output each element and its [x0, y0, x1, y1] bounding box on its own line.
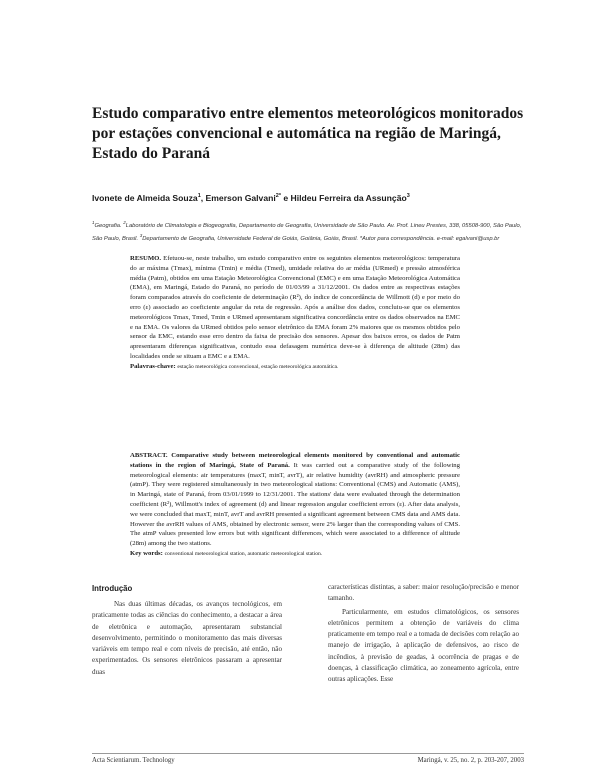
author-affiliation-mark: 1	[197, 193, 201, 200]
author-name: Emerson Galvani	[205, 193, 276, 203]
affiliation-text: Laboratório de Climatologia e Biogeografia, Departamento de Geografia, Universidade de São Paulo. Av. Prof. Lineu Prestes, 338, 05508-900, São Paulo, São Paulo, Brasil.	[92, 222, 522, 242]
abstract-text: It was carried out a comparative study of the following meteorological elements: air temperatures (maxT, minT, avrT), air relative humidity (avrRH) and atmospheric pressure (atmP). They were registered simultaneously in two meteorological stations: Conventional (CMS) and Automatic (AMS), in Maringá, state of Paraná, from 03/01/1999 to 12/31/2001. The stations' data were evaluated through the determination coefficient (R²), Willmott's index of agreement (d) and linear regression angular coefficient errors (ε). After data analysis, we were concluded that maxT, minT, avrT and avrRH presented a significant agreement between CMS data and AMS data. However the avrRH values of AMS, obtained by electronic sensor, were 2% larger than the corresponding values of CMS. The atmP values presented low errors but with significant differences, which were associated to a difference of altitude (28m) among the two stations.	[130, 461, 460, 548]
keywords-text: conventional meteorological station, automatic meteorological station.	[164, 550, 323, 557]
abstract-block	[130, 451, 460, 560]
paragraph: características distintas, a saber: maior resolução/precisão e menor tamanho.	[328, 583, 519, 603]
author-list: Ivonete de Almeida Souza$^1$, Emerson Galvani$^{2*}$ e Hildeu Ferreira da Assunção$^3$	[92, 193, 410, 203]
affiliation-mark: 1	[92, 220, 95, 225]
resumo-keywords	[130, 362, 460, 373]
keywords-label: Palavras-chave:	[130, 362, 176, 370]
affiliation-text: Departamento de Geografia, Universidade Federal de Goiás, Goiânia, Goiás, Brasil. *Autor para correspondência. e-mail: egalvani@usp.br	[142, 235, 500, 242]
affiliation-text: Geografia.	[94, 222, 124, 229]
resumo-block	[130, 254, 460, 373]
affiliation-mark: 3	[139, 232, 143, 238]
abstract-label: ABSTRACT. Comparative study between meteorological elements monitored by conventional and automatic stations in the region of Maringá, State of Paraná.	[130, 452, 460, 469]
author-affiliation-mark: 2*	[275, 193, 281, 200]
author-affiliation-mark: 3	[406, 193, 410, 200]
citation: Maringá, v. 25, no. 2, p. 203-207, 2003	[417, 757, 524, 764]
author-name: Ivonete de Almeida Souza	[92, 193, 198, 203]
body-column-left	[92, 599, 282, 678]
resumo-text: Efetuou-se, neste trabalho, um estudo comparativo entre os seguintes elementos meteorológicos: temperatura do ar máxima (Tmax), mínima (Tmin) e média (Tmed), umidade relativa do ar média (URmed) e pressão atmosférica média (Patm), obtidos em uma Estação Meteorológica Convencional (EMC) e em uma Estação Meteorológica Automática (EMA), em Maringá, Estado do Paraná, no período de 01/03/99 a 31/12/2001. Os dados entre as respectivas estações foram comparados através do coeficiente de determinação (R²), do índice de concordância de Willmott (d) e por meio do erro (ε) associado ao coeficiente angular da reta de regressão. Após a análise dos dados, concluiu-se que os elementos meteorológicos Tmax, Tmed, Tmin e URmed apresentaram significativa concordância entre os dados observados na EMC e na EMA. Os valores da URmed obtidos pelo sensor eletrônico da EMA foram 2% maiores que os mesmos obtidos pelo sensor da EMC, estando esse erro dentro da faixa de precisão dos sensores. Apesar dos baixos erros, os dados de Patm apresentaram diferenças significativas, contudo essa defasagem numérica deve-se à diferença de altitude (28m) das localidades onde se situam a EMC e a EMA.	[130, 255, 460, 360]
journal-name: Acta Scientiarum. Technology	[92, 757, 175, 764]
page-footer	[92, 757, 524, 764]
footer-divider	[92, 753, 524, 754]
abstract-keywords	[130, 549, 460, 560]
paragraph: Nas duas últimas décadas, os avanços tecnológicos, em praticamente todas as ciências do conhecimento, a destacar a área de eletrônica e automação, apresentaram substancial desenvolvimento, permitindo o monitoramento das mais diversas variáveis em tempo real e com níveis de precisão, até então, não experimentados. Os sensores eletrônicos passaram a apresentar duas	[92, 600, 282, 676]
affiliation-mark: 2	[123, 220, 126, 225]
author-name: Hildeu Ferreira da Assunção	[290, 193, 407, 203]
resumo-label: RESUMO.	[130, 255, 162, 262]
keywords-text: estação meteorológica convencional, estação meteorológica automática.	[177, 363, 339, 370]
section-heading: Introdução	[92, 584, 133, 593]
keywords-label: Key words:	[130, 549, 163, 557]
affiliations	[92, 218, 524, 244]
paragraph: Particularmente, em estudos climatológicos, os sensores eletrônicos permitem a obtenção de variáveis do clima praticamente em tempo real e a tomada de decisões com relação ao manejo de irrigação, à aplicação de defensivos, ao risco de incêndios, à previsão de geadas, à ocorrência de pragas e de doenças, à classificação climática, ao zoneamento agrícola, entre outras aplicações. Esse	[328, 607, 519, 684]
article-title: Estudo comparativo entre elementos meteorológicos monitorados por estações convencional e automática na região de Maringá, Estado do Paraná	[92, 105, 524, 162]
body-column-right	[328, 582, 519, 686]
